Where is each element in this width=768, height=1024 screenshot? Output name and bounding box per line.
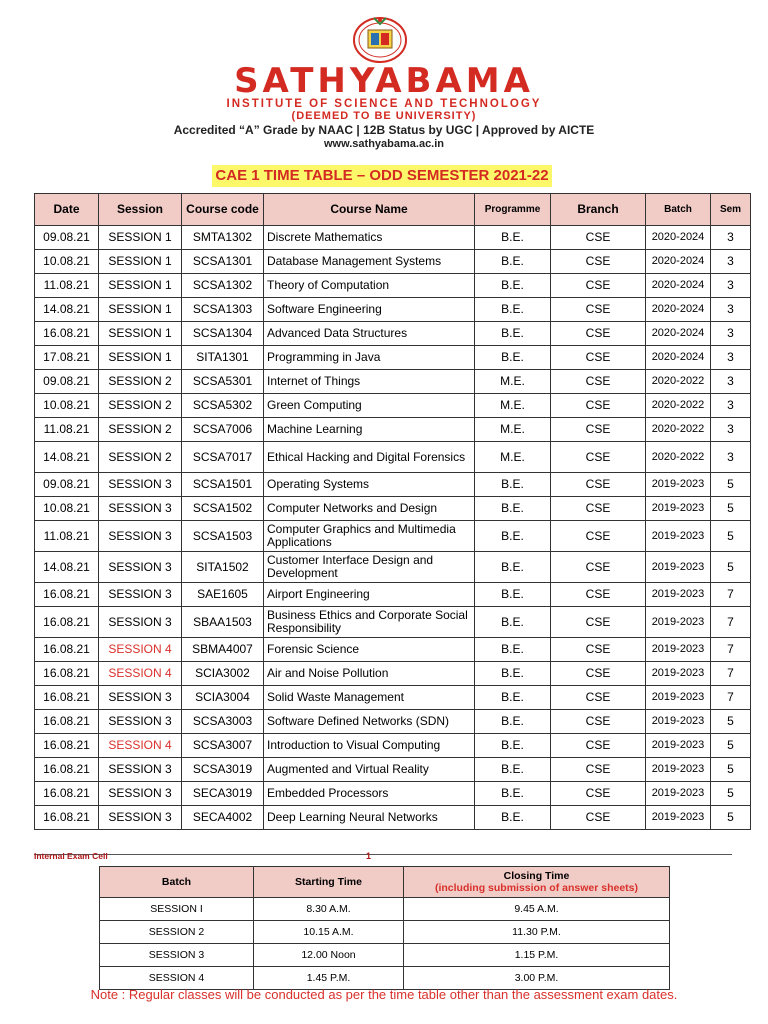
table-row: [35, 322, 751, 346]
cell-programme: B.E.: [475, 638, 551, 662]
cell-batch: 2020-2022: [646, 394, 711, 418]
cell-course-code: SCSA1501: [182, 473, 264, 497]
cell-session: SESSION 3: [99, 782, 182, 806]
table-row: [35, 758, 751, 782]
cell-programme: M.E.: [475, 394, 551, 418]
cell-date: 16.08.21: [35, 662, 99, 686]
cell-date: 16.08.21: [35, 322, 99, 346]
cell-course-name: Database Management Systems: [264, 250, 475, 274]
cell-branch: CSE: [551, 370, 646, 394]
cell-batch: 2019-2023: [646, 497, 711, 521]
cell-course-code: SCSA5302: [182, 394, 264, 418]
cell-batch: 2019-2023: [646, 583, 711, 607]
cell-session: SESSION 3: [99, 552, 182, 583]
cell-sem: 7: [711, 686, 751, 710]
cell-sem: 3: [711, 394, 751, 418]
cell-batch: 2019-2023: [646, 662, 711, 686]
footer-divider: [34, 854, 732, 855]
cell-session: SESSION 3: [99, 497, 182, 521]
cell-sem: 5: [711, 782, 751, 806]
cell-batch: 2019-2023: [646, 734, 711, 758]
cell-batch: 2019-2023: [646, 758, 711, 782]
cell-session: SESSION 1: [99, 250, 182, 274]
cell-course-name: Green Computing: [264, 394, 475, 418]
timing-start-time: 10.15 A.M.: [254, 921, 404, 944]
cell-branch: CSE: [551, 322, 646, 346]
timing-start-time: 1.45 P.M.: [254, 967, 404, 990]
table-row: [35, 782, 751, 806]
table-row: [35, 473, 751, 497]
cell-course-name: Computer Graphics and Multimedia Applications: [264, 521, 475, 552]
cell-course-name: Business Ethics and Corporate Social Responsibility: [264, 607, 475, 638]
cell-date: 16.08.21: [35, 710, 99, 734]
cell-course-name: Introduction to Visual Computing: [264, 734, 475, 758]
cell-branch: CSE: [551, 497, 646, 521]
cell-sem: 3: [711, 322, 751, 346]
cell-programme: B.E.: [475, 250, 551, 274]
page-number: 1: [366, 851, 372, 861]
cell-sem: 5: [711, 552, 751, 583]
university-emblem-icon: [350, 14, 410, 64]
cell-sem: 5: [711, 758, 751, 782]
cell-batch: 2020-2024: [646, 346, 711, 370]
table-row: [35, 394, 751, 418]
cell-branch: CSE: [551, 638, 646, 662]
cell-course-name: Advanced Data Structures: [264, 322, 475, 346]
cell-batch: 2019-2023: [646, 782, 711, 806]
timings-row: [100, 898, 670, 921]
table-row: [35, 662, 751, 686]
cell-course-code: SCSA1304: [182, 322, 264, 346]
cell-sem: 3: [711, 226, 751, 250]
timing-start-time: 8.30 A.M.: [254, 898, 404, 921]
cell-batch: 2019-2023: [646, 552, 711, 583]
cell-batch: 2019-2023: [646, 473, 711, 497]
cell-batch: 2019-2023: [646, 686, 711, 710]
cell-batch: 2019-2023: [646, 638, 711, 662]
cell-batch: 2020-2022: [646, 370, 711, 394]
cell-session: SESSION 2: [99, 370, 182, 394]
cell-course-name: Air and Noise Pollution: [264, 662, 475, 686]
header-course-name: Course Name: [264, 194, 475, 226]
cell-programme: B.E.: [475, 758, 551, 782]
timing-batch: SESSION 4: [100, 967, 254, 990]
cell-date: 16.08.21: [35, 583, 99, 607]
cell-sem: 5: [711, 734, 751, 758]
table-row: [35, 710, 751, 734]
deemed-university-label: (DEEMED TO BE UNIVERSITY): [291, 110, 477, 122]
footer-issuer: Internal Exam Cell: [34, 851, 108, 861]
cell-session: SESSION 3: [99, 473, 182, 497]
cell-programme: B.E.: [475, 274, 551, 298]
cell-date: 09.08.21: [35, 226, 99, 250]
cell-course-name: Solid Waste Management: [264, 686, 475, 710]
cell-course-code: SCIA3002: [182, 662, 264, 686]
cell-course-name: Forensic Science: [264, 638, 475, 662]
cell-course-code: SCSA3007: [182, 734, 264, 758]
timing-batch: SESSION 2: [100, 921, 254, 944]
cell-sem: 3: [711, 274, 751, 298]
header-date: Date: [35, 194, 99, 226]
cell-branch: CSE: [551, 442, 646, 473]
cell-batch: 2020-2024: [646, 274, 711, 298]
cell-sem: 5: [711, 473, 751, 497]
cell-course-name: Deep Learning Neural Networks: [264, 806, 475, 830]
header-session: Session: [99, 194, 182, 226]
cell-batch: 2019-2023: [646, 521, 711, 552]
cell-sem: 7: [711, 662, 751, 686]
accreditation-line: Accredited “A” Grade by NAAC | 12B Status by UGC | Approved by AICTE: [173, 123, 595, 137]
cell-date: 16.08.21: [35, 782, 99, 806]
cell-batch: 2019-2023: [646, 607, 711, 638]
cell-programme: M.E.: [475, 418, 551, 442]
cell-course-name: Computer Networks and Design: [264, 497, 475, 521]
cell-date: 14.08.21: [35, 442, 99, 473]
cell-course-name: Internet of Things: [264, 370, 475, 394]
cell-branch: CSE: [551, 274, 646, 298]
cell-programme: B.E.: [475, 710, 551, 734]
cell-course-code: SITA1301: [182, 346, 264, 370]
timing-close-time: 11.30 P.M.: [404, 921, 670, 944]
cell-branch: CSE: [551, 346, 646, 370]
cell-branch: CSE: [551, 226, 646, 250]
table-row: [35, 226, 751, 250]
cell-sem: 5: [711, 806, 751, 830]
cell-batch: 2019-2023: [646, 710, 711, 734]
timing-start-time: 12.00 Noon: [254, 944, 404, 967]
cell-sem: 7: [711, 607, 751, 638]
cell-course-name: Customer Interface Design and Development: [264, 552, 475, 583]
timing-close-time: 1.15 P.M.: [404, 944, 670, 967]
cell-course-code: SCSA1301: [182, 250, 264, 274]
cell-course-code: SBMA4007: [182, 638, 264, 662]
cell-branch: CSE: [551, 298, 646, 322]
cell-course-name: Ethical Hacking and Digital Forensics: [264, 442, 475, 473]
cell-course-code: SCSA1303: [182, 298, 264, 322]
cell-sem: 5: [711, 710, 751, 734]
timings-header-row: [100, 867, 670, 898]
cell-session: SESSION 3: [99, 521, 182, 552]
table-row: [35, 418, 751, 442]
cell-sem: 3: [711, 370, 751, 394]
table-row: [35, 734, 751, 758]
cell-programme: M.E.: [475, 442, 551, 473]
timetable-body: [35, 226, 751, 830]
cell-date: 14.08.21: [35, 298, 99, 322]
cell-course-code: SITA1502: [182, 552, 264, 583]
table-row: [35, 298, 751, 322]
cell-date: 10.08.21: [35, 394, 99, 418]
cell-sem: 5: [711, 521, 751, 552]
cell-batch: 2020-2024: [646, 322, 711, 346]
cell-course-name: Machine Learning: [264, 418, 475, 442]
cell-session: SESSION 3: [99, 583, 182, 607]
cell-date: 17.08.21: [35, 346, 99, 370]
institute-subtitle: INSTITUTE OF SCIENCE AND TECHNOLOGY: [226, 98, 542, 110]
timing-batch: SESSION 3: [100, 944, 254, 967]
cell-session: SESSION 1: [99, 274, 182, 298]
cell-course-name: Software Engineering: [264, 298, 475, 322]
cell-date: 16.08.21: [35, 758, 99, 782]
cell-sem: 3: [711, 418, 751, 442]
regular-classes-note: Note : Regular classes will be conducted as per the time table other than the assessment exam dates.: [90, 987, 678, 1002]
cell-programme: B.E.: [475, 521, 551, 552]
cell-programme: B.E.: [475, 686, 551, 710]
cell-course-name: Airport Engineering: [264, 583, 475, 607]
cell-date: 16.08.21: [35, 734, 99, 758]
table-row: [35, 583, 751, 607]
cell-programme: M.E.: [475, 370, 551, 394]
cell-course-code: SECA3019: [182, 782, 264, 806]
cell-course-name: Embedded Processors: [264, 782, 475, 806]
table-row: [35, 250, 751, 274]
cell-date: 11.08.21: [35, 521, 99, 552]
timings-header-close: [404, 867, 670, 898]
cell-sem: 7: [711, 583, 751, 607]
header-sem: Sem: [711, 194, 751, 226]
cell-batch: 2020-2024: [646, 298, 711, 322]
cell-date: 14.08.21: [35, 552, 99, 583]
cell-sem: 3: [711, 346, 751, 370]
cell-course-code: SCSA7006: [182, 418, 264, 442]
cell-session: SESSION 4: [99, 734, 182, 758]
cell-session: SESSION 1: [99, 226, 182, 250]
cell-sem: 3: [711, 442, 751, 473]
cell-course-name: Operating Systems: [264, 473, 475, 497]
cell-sem: 5: [711, 497, 751, 521]
timing-batch: SESSION I: [100, 898, 254, 921]
cell-branch: CSE: [551, 782, 646, 806]
cell-course-code: SBAA1503: [182, 607, 264, 638]
cell-course-code: SCSA1503: [182, 521, 264, 552]
cell-date: 10.08.21: [35, 250, 99, 274]
cell-course-code: SCSA1302: [182, 274, 264, 298]
cell-session: SESSION 4: [99, 662, 182, 686]
cell-batch: 2020-2022: [646, 418, 711, 442]
cell-branch: CSE: [551, 758, 646, 782]
cell-course-code: SAE1605: [182, 583, 264, 607]
cell-programme: B.E.: [475, 583, 551, 607]
cell-programme: B.E.: [475, 298, 551, 322]
cell-batch: 2020-2024: [646, 226, 711, 250]
cell-course-code: SCSA5301: [182, 370, 264, 394]
cell-branch: CSE: [551, 552, 646, 583]
cell-session: SESSION 3: [99, 758, 182, 782]
cell-branch: CSE: [551, 710, 646, 734]
table-row: [35, 370, 751, 394]
university-name: SATHYABAMA: [234, 61, 534, 101]
cell-branch: CSE: [551, 607, 646, 638]
cell-branch: CSE: [551, 418, 646, 442]
cell-branch: CSE: [551, 806, 646, 830]
cell-branch: CSE: [551, 583, 646, 607]
cell-course-code: SMTA1302: [182, 226, 264, 250]
timings-header-batch: Batch: [100, 867, 254, 898]
cell-programme: B.E.: [475, 806, 551, 830]
cell-session: SESSION 1: [99, 346, 182, 370]
table-row: [35, 497, 751, 521]
cell-session: SESSION 1: [99, 322, 182, 346]
cell-batch: 2019-2023: [646, 806, 711, 830]
cell-session: SESSION 3: [99, 607, 182, 638]
cell-date: 16.08.21: [35, 686, 99, 710]
cell-session: SESSION 1: [99, 298, 182, 322]
cell-date: 11.08.21: [35, 274, 99, 298]
letterhead: [0, 0, 768, 165]
cell-batch: 2020-2022: [646, 442, 711, 473]
cell-date: 16.08.21: [35, 806, 99, 830]
table-row: [35, 806, 751, 830]
cell-date: 09.08.21: [35, 473, 99, 497]
header-branch: Branch: [551, 194, 646, 226]
cell-programme: B.E.: [475, 782, 551, 806]
cell-session: SESSION 2: [99, 418, 182, 442]
timings-row: [100, 921, 670, 944]
cell-programme: B.E.: [475, 552, 551, 583]
cell-course-name: Augmented and Virtual Reality: [264, 758, 475, 782]
cell-sem: 3: [711, 298, 751, 322]
header-batch: Batch: [646, 194, 711, 226]
cell-session: SESSION 3: [99, 806, 182, 830]
table-row: [35, 607, 751, 638]
website-link[interactable]: www.sathyabama.ac.in: [323, 138, 445, 150]
table-row: [35, 442, 751, 473]
cell-date: 10.08.21: [35, 497, 99, 521]
cell-date: 11.08.21: [35, 418, 99, 442]
cell-branch: CSE: [551, 734, 646, 758]
exam-timetable: [34, 193, 751, 830]
closing-time-label: Closing Time: [503, 870, 570, 882]
table-row: [35, 274, 751, 298]
timing-close-time: 9.45 A.M.: [404, 898, 670, 921]
cell-branch: CSE: [551, 662, 646, 686]
cell-session: SESSION 4: [99, 638, 182, 662]
cell-programme: B.E.: [475, 497, 551, 521]
timings-header-start: Starting Time: [254, 867, 404, 898]
cell-course-name: Theory of Computation: [264, 274, 475, 298]
cell-course-code: SCSA7017: [182, 442, 264, 473]
cell-session: SESSION 3: [99, 686, 182, 710]
table-row: [35, 346, 751, 370]
document-title: CAE 1 TIME TABLE – ODD SEMESTER 2021-22: [212, 165, 552, 187]
cell-branch: CSE: [551, 521, 646, 552]
cell-course-code: SCSA3003: [182, 710, 264, 734]
cell-sem: 3: [711, 250, 751, 274]
table-row: [35, 638, 751, 662]
cell-programme: B.E.: [475, 473, 551, 497]
cell-date: 09.08.21: [35, 370, 99, 394]
cell-course-code: SCSA1502: [182, 497, 264, 521]
cell-programme: B.E.: [475, 322, 551, 346]
cell-date: 16.08.21: [35, 638, 99, 662]
timings-body: [100, 898, 670, 990]
timing-close-time: 3.00 P.M.: [404, 967, 670, 990]
cell-session: SESSION 2: [99, 394, 182, 418]
cell-date: 16.08.21: [35, 607, 99, 638]
cell-session: SESSION 2: [99, 442, 182, 473]
cell-course-name: Discrete Mathematics: [264, 226, 475, 250]
cell-programme: B.E.: [475, 734, 551, 758]
cell-course-name: Software Defined Networks (SDN): [264, 710, 475, 734]
cell-branch: CSE: [551, 686, 646, 710]
cell-course-code: SCSA3019: [182, 758, 264, 782]
cell-programme: B.E.: [475, 226, 551, 250]
cell-branch: CSE: [551, 394, 646, 418]
table-row: [35, 552, 751, 583]
cell-sem: 7: [711, 638, 751, 662]
session-timings-table: [99, 866, 670, 990]
cell-programme: B.E.: [475, 607, 551, 638]
cell-branch: CSE: [551, 473, 646, 497]
cell-programme: B.E.: [475, 662, 551, 686]
header-programme: Programme: [475, 194, 551, 226]
cell-course-code: SECA4002: [182, 806, 264, 830]
table-header-row: [35, 194, 751, 226]
cell-batch: 2020-2024: [646, 250, 711, 274]
table-row: [35, 686, 751, 710]
cell-course-name: Programming in Java: [264, 346, 475, 370]
cell-programme: B.E.: [475, 346, 551, 370]
cell-branch: CSE: [551, 250, 646, 274]
timings-row: [100, 944, 670, 967]
cell-course-code: SCIA3004: [182, 686, 264, 710]
cell-session: SESSION 3: [99, 710, 182, 734]
closing-time-note: (including submission of answer sheets): [434, 882, 639, 894]
table-row: [35, 521, 751, 552]
header-course-code: Course code: [182, 194, 264, 226]
